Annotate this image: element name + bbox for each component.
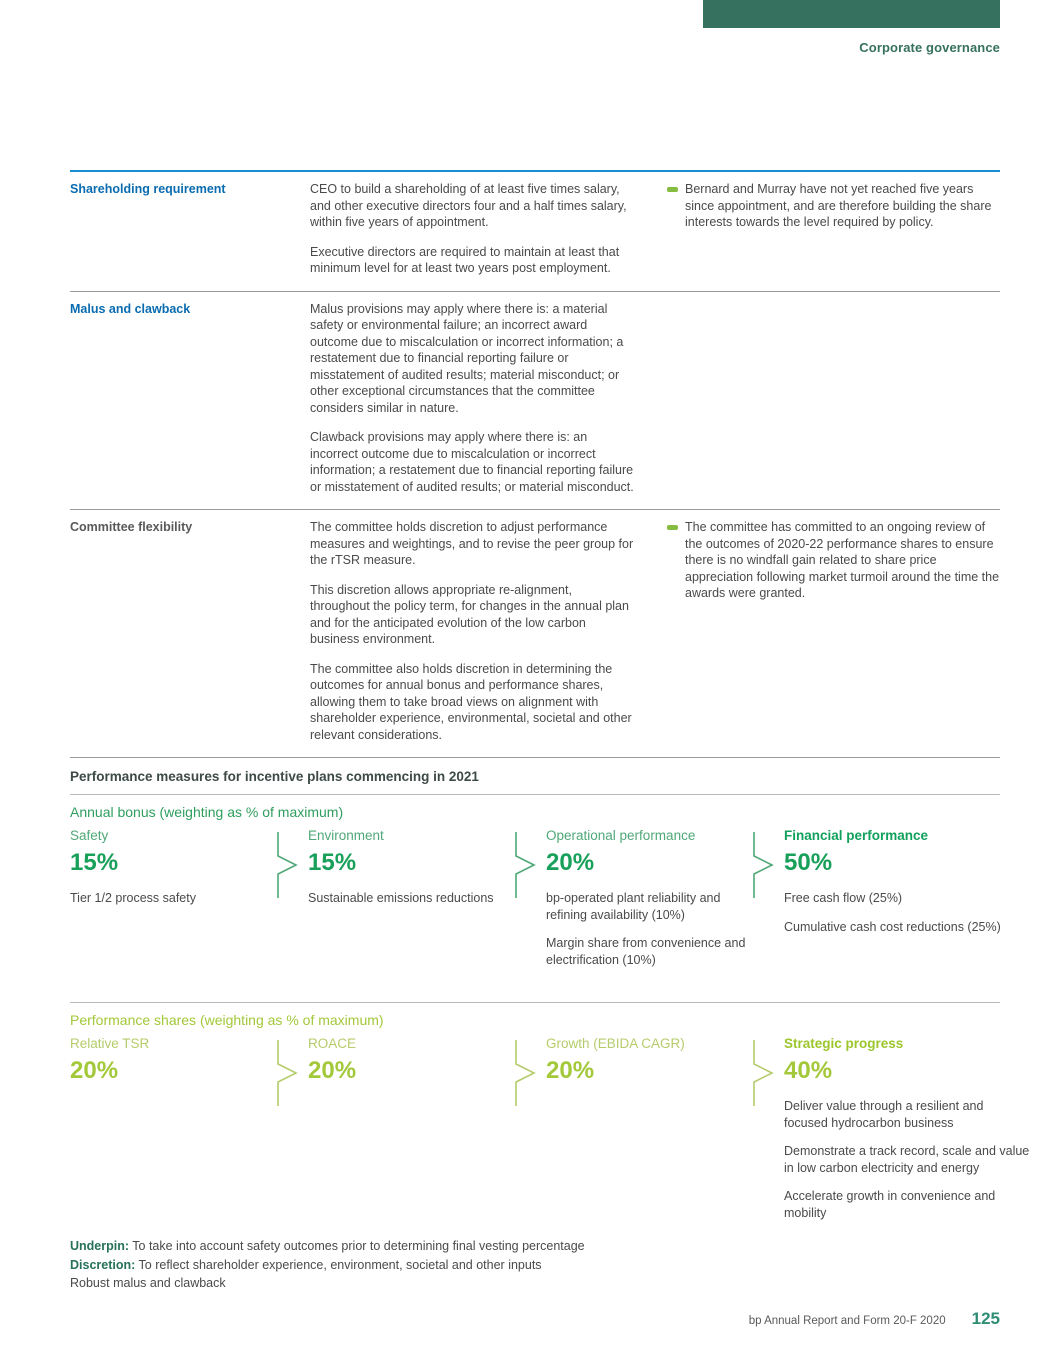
measure-column-safety	[70, 828, 308, 980]
measure-weighting: 15%	[70, 849, 119, 877]
body-paragraph: The committee also holds discretion in determining the outcomes for annual bonus and performance shares, allowing them to take broad views on alignment with shareholder experience, environmental, societal and other relevant considerations.	[310, 661, 632, 742]
page-number: 125	[971, 1309, 1000, 1328]
measure-description: Deliver value through a resilient and focused hydrocarbon business	[784, 1099, 984, 1130]
annual-bonus-heading: Annual bonus (weighting as % of maximum)	[70, 804, 344, 820]
measure-column-relative-tsr	[70, 1036, 308, 1221]
footnote-discretion-label: Discretion:	[70, 1257, 136, 1272]
chevron-right-icon	[276, 1040, 298, 1106]
dash-bullet-icon	[667, 187, 678, 192]
measure-description: Margin share from convenience and electrification (10%)	[546, 936, 746, 967]
measure-weighting: 40%	[784, 1057, 833, 1085]
measure-description: Sustainable emissions reductions	[308, 891, 494, 906]
row-label-malus-and-clawback: Malus and clawback	[70, 301, 191, 316]
measure-description: Tier 1/2 process safety	[70, 891, 196, 906]
body-paragraph: Clawback provisions may apply where there is: an incorrect outcome due to miscalculation or incorrect information; a restatement due to financial reporting failure or misstatement of audited results; or material misconduct.	[310, 430, 634, 494]
body-paragraph: This discretion allows appropriate re-alignment, throughout the policy term, for changes in the annual plan and for the anticipated evolution of the low carbon business environment.	[310, 582, 629, 646]
chevron-right-icon	[514, 832, 536, 898]
measure-column-financial-performance	[784, 828, 1030, 980]
measure-weighting: 20%	[308, 1057, 357, 1085]
row-label-committee-flexibility: Committee flexibility	[70, 520, 193, 534]
measure-column-roace	[308, 1036, 546, 1221]
measure-description: Accelerate growth in convenience and mobility	[784, 1189, 996, 1220]
measure-title: Environment	[308, 828, 384, 843]
dash-bullet-icon	[667, 525, 678, 530]
note-text: The committee has committed to an ongoing review of the outcomes of 2020-22 performance shares to ensure there is no windfall gain related to share price appreciation following market turmoil around the time the awards were granted.	[685, 520, 1000, 600]
measure-column-strategic-progress	[784, 1036, 1030, 1221]
measure-title: Growth (EBIDA CAGR)	[546, 1036, 685, 1052]
measure-description: Cumulative cash cost reductions (25%)	[784, 919, 1001, 934]
measure-weighting: 20%	[546, 1057, 595, 1085]
measure-description: bp-operated plant reliability and refining availability (10%)	[546, 891, 721, 922]
measure-title: Safety	[70, 828, 109, 843]
measure-title: ROACE	[308, 1036, 357, 1052]
chevron-right-icon	[514, 1040, 536, 1106]
footnote-robust: Robust malus and clawback	[70, 1275, 226, 1290]
measure-title: Operational performance	[546, 828, 696, 843]
note-text: Bernard and Murray have not yet reached five years since appointment, and are therefore building the share interests towards the level required by policy.	[685, 182, 992, 229]
measure-description: Demonstrate a track record, scale and value in low carbon electricity and energy	[784, 1144, 1030, 1175]
annual-bonus-measures	[70, 822, 1000, 980]
measure-title: Financial performance	[784, 828, 929, 843]
body-paragraph: CEO to build a shareholding of at least five times salary, and other executive directors four and a half times salary, within five years of appointment.	[310, 182, 627, 229]
measure-column-growth-ebida-cagr	[546, 1036, 784, 1221]
body-paragraph: Malus provisions may apply where there is: a material safety or environmental failure; an incorrect award outcome due to miscalculation or incorrect information; a restatement due to financial reporting failure or misstatement of audited results; material misconduct; or other exceptional circumstances that the committee considers similar in nature.	[310, 301, 624, 415]
incentive-footnotes	[70, 1221, 1000, 1291]
chevron-right-icon	[752, 1040, 774, 1106]
table-row	[70, 172, 1000, 291]
measure-weighting: 20%	[70, 1057, 119, 1085]
section-color-tab	[703, 0, 1000, 28]
page-content	[70, 170, 1030, 1292]
note-item	[667, 181, 1000, 231]
measure-weighting: 50%	[784, 849, 833, 877]
row-notes-committee-flexibility	[655, 519, 1000, 602]
row-label-shareholding-requirement: Shareholding requirement	[70, 182, 226, 196]
policy-table	[70, 170, 1000, 758]
measure-column-environment	[308, 828, 546, 980]
row-body-shareholding-requirement	[310, 181, 655, 277]
measure-weighting: 15%	[308, 849, 357, 877]
table-row	[70, 292, 1000, 510]
report-source-label: bp Annual Report and Form 20-F 2020	[748, 1315, 946, 1327]
footnote-discretion-text: To reflect shareholder experience, environment, societal and other inputs	[135, 1257, 542, 1272]
chevron-right-icon	[752, 832, 774, 898]
performance-measures-title: Performance measures for incentive plans commencing in 2021	[70, 769, 479, 784]
measure-column-operational-performance	[546, 828, 784, 980]
measure-description: Free cash flow (25%)	[784, 891, 903, 906]
note-item	[667, 519, 1000, 602]
performance-shares-heading: Performance shares (weighting as % of maximum)	[70, 1012, 384, 1029]
row-notes-shareholding-requirement	[655, 181, 1000, 231]
performance-shares-measures	[70, 1030, 1030, 1221]
measure-title: Strategic progress	[784, 1036, 904, 1052]
body-paragraph: Executive directors are required to maintain at least that minimum level for at least two years post employment.	[310, 244, 620, 275]
footnote-underpin-label: Underpin:	[70, 1239, 130, 1254]
row-body-malus-and-clawback	[310, 301, 655, 496]
page-footer	[749, 1309, 1000, 1329]
chevron-right-icon	[276, 832, 298, 898]
footnote-discretion	[70, 1256, 1000, 1274]
body-paragraph: The committee holds discretion to adjust performance measures and weightings, and to revise the peer group for the rTSR measure.	[310, 520, 634, 567]
measure-title: Relative TSR	[70, 1036, 150, 1052]
footnote-underpin-text: To take into account safety outcomes prior to determining final vesting percentage	[129, 1239, 585, 1254]
running-head: Corporate governance	[859, 40, 1000, 55]
row-body-committee-flexibility	[310, 519, 655, 743]
measure-weighting: 20%	[546, 849, 595, 877]
footnote-underpin	[70, 1237, 1000, 1255]
table-row	[70, 510, 1000, 757]
